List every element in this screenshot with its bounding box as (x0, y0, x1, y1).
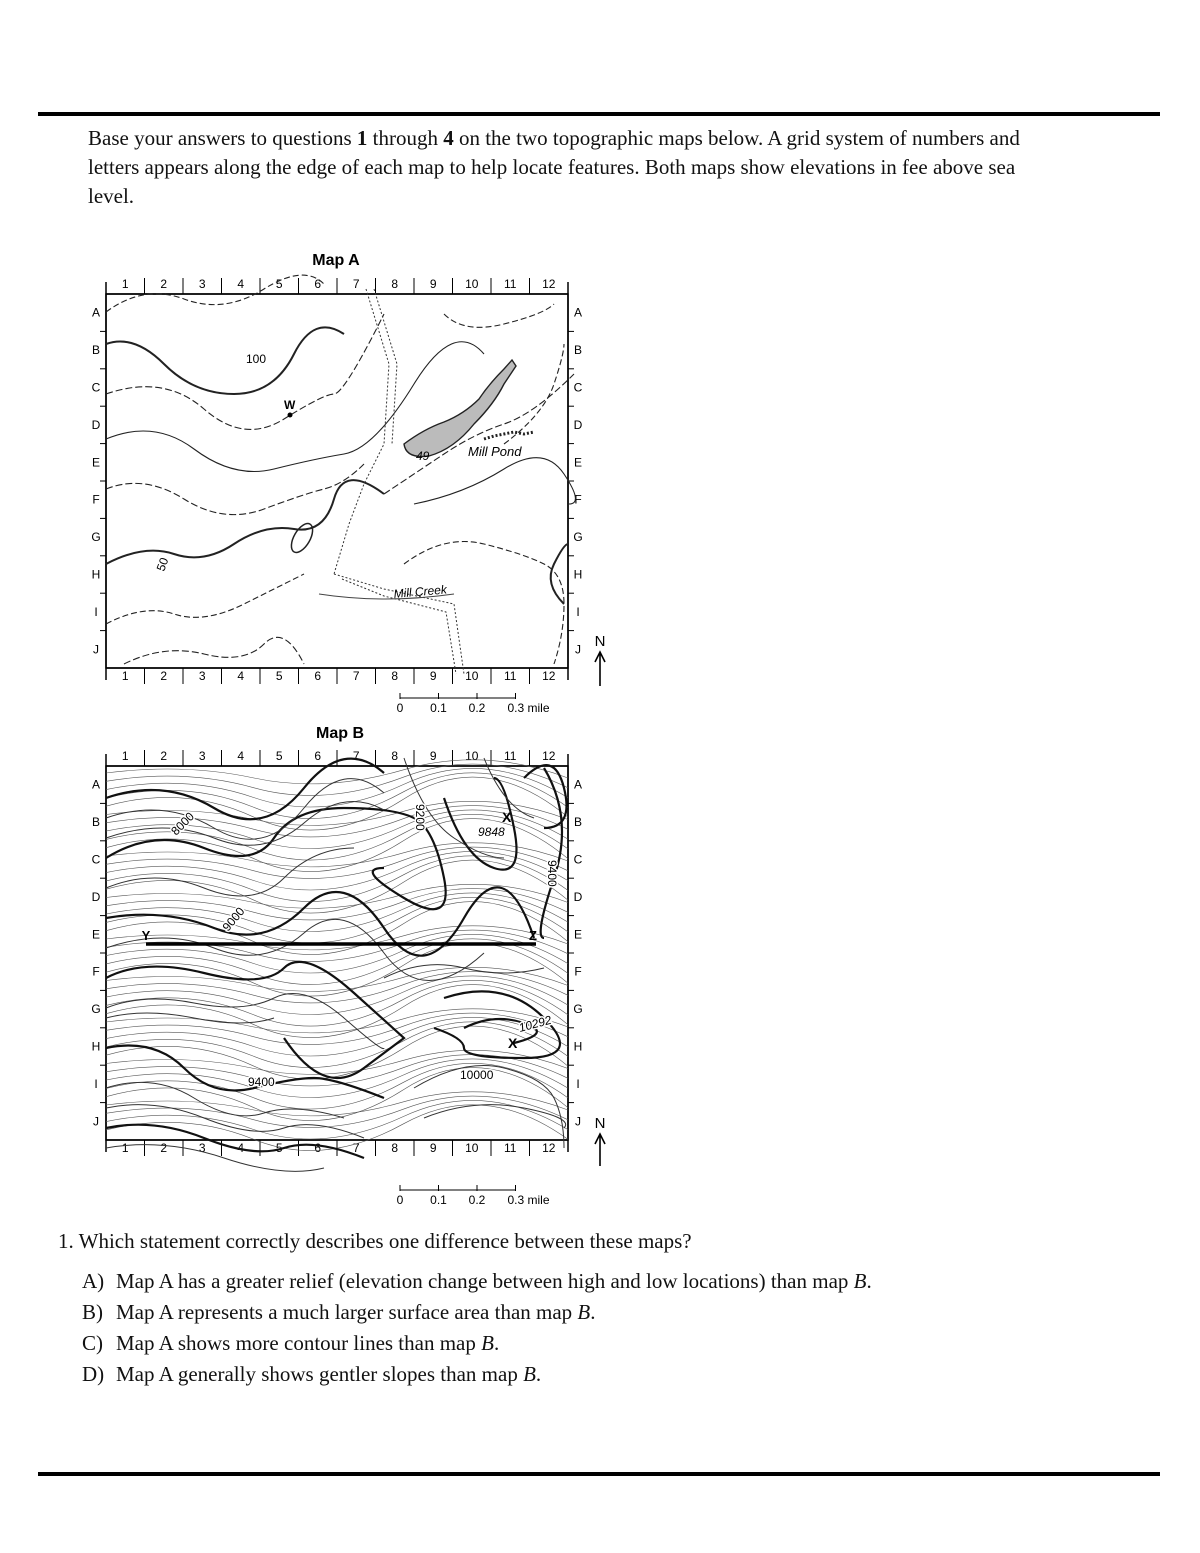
contour-line (106, 1068, 568, 1121)
choice-end: . (866, 1269, 872, 1293)
grid-column-label: 11 (504, 669, 517, 683)
grid-row-label: I (576, 1076, 580, 1091)
contour-line (106, 1100, 568, 1139)
map-b-scale (397, 1185, 550, 1207)
choice-b[interactable] (82, 1297, 872, 1328)
choice-text: Map A shows more contour lines than map (116, 1331, 482, 1355)
choice-a[interactable] (82, 1266, 872, 1297)
grid-row-label: B (91, 815, 101, 830)
grid-column-label: 4 (237, 277, 245, 291)
map-a (84, 244, 614, 727)
choice-map: B (577, 1300, 591, 1324)
grid-row-label: H (91, 1039, 101, 1054)
scale-label: 0.2 (468, 701, 486, 715)
grid-row-label: E (573, 927, 583, 942)
grid-row-label: F (92, 964, 100, 979)
grid-row-label: G (91, 1002, 101, 1017)
grid-column-label: 8 (391, 749, 399, 763)
map-b-contour-8000: 8000 (168, 809, 198, 839)
grid-column-label: 9 (429, 669, 437, 683)
grid-row-label: I (94, 1076, 98, 1091)
map-a-point-w: W (284, 398, 296, 412)
choice-letter: D) (82, 1362, 105, 1386)
grid-column-label: 2 (160, 669, 168, 683)
choice-map: B (481, 1331, 494, 1355)
grid-column-label: 12 (542, 1141, 556, 1155)
grid-row-label: G (91, 530, 101, 545)
top-rule (38, 112, 1160, 116)
choice-end: . (590, 1300, 596, 1324)
grid-column-label: 1 (121, 1141, 129, 1155)
grid-column-label: 1 (121, 277, 129, 291)
grid-column-label: 2 (160, 1141, 168, 1155)
grid-row-label: G (573, 1002, 583, 1017)
grid-column-label: 3 (198, 749, 206, 763)
scale-label: 0 (396, 701, 404, 715)
grid-row-label: J (93, 642, 99, 657)
grid-column-label: 7 (352, 749, 360, 763)
grid-row-label: J (575, 1114, 581, 1129)
scale-label: 0.3 mile (507, 1193, 550, 1207)
grid-row-label: E (91, 927, 101, 942)
grid-row-label: I (576, 604, 580, 619)
grid-column-label: 8 (391, 669, 399, 683)
grid-row-label: F (574, 492, 582, 507)
scale-label: 0.2 (468, 1193, 486, 1207)
grid-column-label: 12 (542, 277, 556, 291)
choice-map: B (853, 1269, 867, 1293)
choice-letter: A) (82, 1269, 105, 1293)
choice-text: Map A represents a much larger surface area than map (116, 1300, 578, 1324)
map-b-north-label: N (594, 1115, 606, 1132)
choice-text: Map A has a greater relief (elevation change between high and low locations) than map (116, 1269, 854, 1293)
map-b-contour-9200: 9200 (413, 804, 427, 831)
map-b-peak-x1: X (502, 809, 512, 825)
contour-line (106, 893, 568, 932)
choice-end: . (493, 1331, 500, 1355)
map-b-north-arrow-icon (595, 1134, 605, 1166)
grid-row-label: E (573, 455, 583, 470)
question-text: Which statement correctly describes one difference between these maps? (78, 1229, 692, 1253)
grid-column-label: 10 (465, 1141, 479, 1155)
map-b-peak-9848: 9848 (478, 825, 505, 839)
question-end: 4 (443, 126, 454, 150)
grid-column-label: 6 (314, 1141, 322, 1155)
question-1 (58, 1226, 692, 1256)
grid-column-label: 11 (504, 277, 517, 291)
grid-column-label: 9 (429, 1141, 437, 1155)
grid-row-label: D (573, 417, 583, 432)
grid-column-label: 5 (275, 1141, 283, 1155)
grid-row-label: A (91, 305, 101, 320)
grid-row-label: J (575, 642, 581, 657)
map-b-point-z: Z (529, 928, 537, 943)
grid-row-label: C (91, 380, 101, 395)
grid-row-label: D (91, 417, 101, 432)
grid-column-label: 4 (237, 669, 245, 683)
map-a-mill-creek-label: Mill Creek (393, 582, 448, 601)
grid-column-label: 11 (504, 749, 517, 763)
grid-column-label: 6 (314, 749, 322, 763)
choice-text: Map A generally shows gentler slopes than map (116, 1362, 524, 1386)
map-a-right-ruler (568, 282, 583, 680)
contour-line (106, 1017, 568, 1056)
grid-column-label: 8 (391, 1141, 399, 1155)
grid-row-label: H (573, 1039, 583, 1054)
grid-column-label: 7 (352, 669, 360, 683)
grid-row-label: C (91, 852, 101, 867)
grid-column-label: 6 (314, 277, 322, 291)
grid-column-label: 4 (237, 1141, 245, 1155)
intro-text: Base your answers to questions (88, 126, 357, 150)
grid-column-label: 5 (275, 749, 283, 763)
contour-line (106, 856, 568, 902)
map-a-pond-elevation: 49 (416, 449, 430, 463)
choice-d[interactable] (82, 1359, 872, 1390)
grid-row-label: A (573, 305, 583, 320)
scale-label: 0.3 mile (507, 701, 550, 715)
question-start: 1 (356, 126, 368, 150)
map-b-top-ruler (106, 749, 568, 766)
grid-row-label: B (573, 815, 583, 830)
contour-line (106, 943, 568, 996)
bottom-rule (38, 1472, 1160, 1476)
grid-column-label: 11 (504, 1141, 517, 1155)
grid-row-label: D (573, 889, 583, 904)
contour-line (106, 902, 568, 955)
grid-column-label: 4 (237, 749, 245, 763)
choice-letter: B) (82, 1300, 103, 1324)
grid-column-label: 1 (121, 749, 129, 763)
grid-row-label: A (573, 777, 583, 792)
grid-column-label: 2 (160, 277, 168, 291)
map-a-mill-pond-label: Mill Pond (468, 444, 522, 459)
intro-text: through (367, 126, 444, 150)
map-a-contour-50: 50 (153, 555, 172, 574)
contour-line (106, 897, 568, 943)
question-number: 1. (58, 1229, 74, 1253)
intro-paragraph (88, 124, 1048, 211)
grid-column-label: 7 (352, 1141, 360, 1155)
choice-end: . (535, 1362, 542, 1386)
grid-row-label: C (573, 380, 583, 395)
grid-column-label: 10 (465, 749, 479, 763)
grid-column-label: 1 (121, 669, 129, 683)
grid-column-label: 9 (429, 749, 437, 763)
grid-row-label: E (91, 455, 101, 470)
grid-column-label: 7 (352, 277, 360, 291)
map-a-left-ruler (91, 282, 568, 680)
map-b-peak-x2: X (508, 1035, 518, 1051)
grid-row-label: F (92, 492, 100, 507)
choice-map: B (523, 1362, 536, 1386)
map-a-contour-100: 100 (246, 352, 267, 366)
scale-label: 0.1 (430, 701, 447, 715)
grid-row-label: F (574, 964, 582, 979)
choice-c[interactable] (82, 1328, 872, 1359)
scale-label: 0 (396, 1193, 404, 1207)
grid-column-label: 10 (465, 277, 479, 291)
map-b (84, 718, 614, 1215)
grid-column-label: 5 (275, 277, 283, 291)
contour-line (106, 1063, 568, 1109)
map-a-bottom-ruler (106, 668, 568, 684)
contour-line (106, 1026, 568, 1079)
grid-column-label: 2 (160, 749, 168, 763)
grid-column-label: 5 (275, 669, 283, 683)
grid-column-label: 3 (198, 1141, 206, 1155)
point-w-dot (288, 413, 293, 418)
map-a-title: Map A (312, 252, 360, 269)
grid-column-label: 9 (429, 277, 437, 291)
map-a-north-label: N (594, 633, 606, 650)
contour-line (106, 976, 568, 1015)
grid-row-label: G (573, 530, 583, 545)
choice-letter: C) (82, 1331, 103, 1355)
grid-row-label: H (573, 567, 583, 582)
grid-row-label: B (91, 343, 101, 358)
map-b-right-ruler (568, 754, 583, 1152)
answer-choices (82, 1266, 872, 1390)
grid-column-label: 3 (198, 277, 206, 291)
map-b-contour-9400-south: 9400 (248, 1075, 275, 1089)
scale-label: 0.1 (430, 1193, 447, 1207)
grid-row-label: H (91, 567, 101, 582)
map-a-north-arrow-icon (595, 652, 605, 686)
grid-row-label: B (573, 343, 583, 358)
map-b-point-y: Y (141, 928, 151, 943)
grid-column-label: 6 (314, 669, 322, 683)
grid-column-label: 10 (465, 669, 479, 683)
map-b-title: Map B (316, 725, 364, 742)
grid-row-label: A (91, 777, 101, 792)
map-b-contour-10000: 10000 (460, 1068, 494, 1082)
grid-column-label: 12 (542, 669, 556, 683)
grid-column-label: 3 (198, 669, 206, 683)
map-b-peak-10292: 10292 (517, 1012, 554, 1035)
grid-row-label: I (94, 604, 98, 619)
map-a-top-ruler (106, 277, 568, 294)
grid-row-label: C (573, 852, 583, 867)
map-b-contour-9000: 9000 (219, 904, 248, 934)
grid-column-label: 8 (391, 277, 399, 291)
grid-column-label: 12 (542, 749, 556, 763)
map-a-scale (397, 693, 550, 715)
grid-row-label: J (93, 1114, 99, 1129)
grid-row-label: D (91, 889, 101, 904)
map-b-contour-9400-east: 9400 (545, 860, 559, 887)
intro-text: on the two topographic maps below. A grid system of numbers and letters appears along the edge of each map to help locate features. Both maps show elevations in fee above sea level. (88, 126, 1020, 208)
